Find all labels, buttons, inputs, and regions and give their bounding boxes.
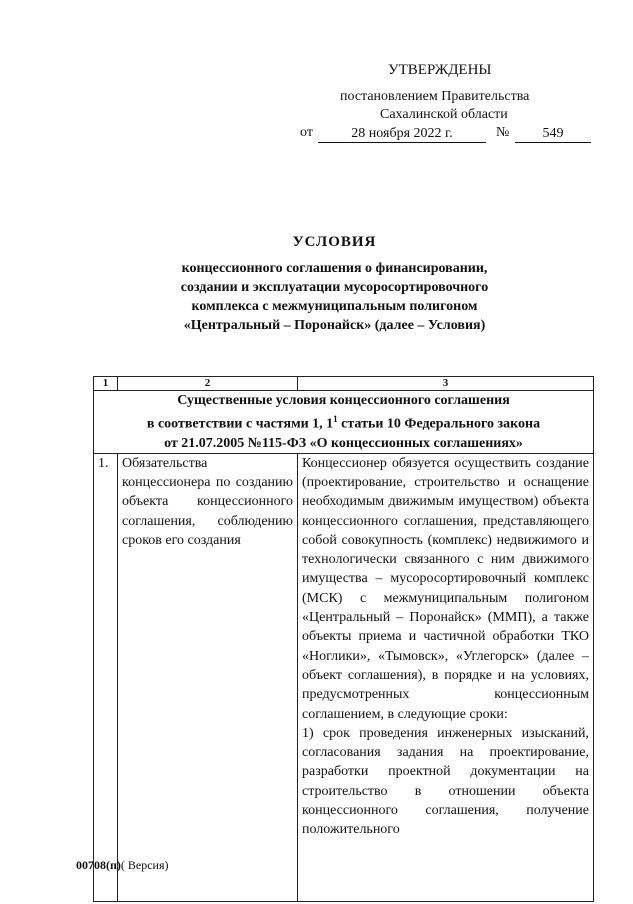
table-row (94, 453, 594, 901)
approval-number: 549 (515, 125, 591, 143)
approval-from-label: от (300, 125, 313, 140)
document-heading (0, 234, 633, 335)
subtitle-line: концессионного соглашения о финансировании, (181, 261, 488, 276)
column-number-row (94, 377, 594, 391)
section-header-line: от 21.07.2005 №115-ФЗ «О концессионных соглашениях» (164, 435, 523, 451)
conditions-table (93, 376, 594, 902)
approval-title: УТВЕРЖДЕНЫ (388, 62, 492, 78)
approval-date: 28 ноября 2022 г. (318, 125, 486, 143)
footer-version: ( Версия) (120, 858, 169, 872)
approval-line-1: постановлением Правительства (340, 89, 530, 104)
row-text-cell (298, 453, 594, 901)
section-header-row (94, 391, 594, 454)
subtitle-line: создании и эксплуатации мусоросортировочного (180, 280, 489, 295)
approval-number-label: № (496, 125, 510, 140)
document-title: УСЛОВИЯ (292, 234, 377, 250)
document-subtitle (36, 259, 633, 335)
section-header (94, 391, 594, 454)
footer-doc-code: 00708(п) (76, 858, 121, 872)
subtitle-line: комплекса с межмуниципальным полигоном (191, 299, 478, 314)
column-number: 1 (94, 377, 118, 391)
section-header-line: Существенные условия концессионного соглашения (177, 393, 510, 408)
subtitle-line: «Центральный – Поронайск» (далее – Условия) (183, 318, 486, 333)
column-number: 3 (298, 377, 594, 391)
row-number: 1. (94, 453, 118, 901)
row-text: Концессионер обязуется осуществить создание (проектирование, строительство и оснащение необходимым движимым имуществом) объекта концессионного соглашения, представляющего собой совокупность (комплекс) недвижимого и технологически связанного с ним движимого имущества – мусоросортировочный комплекс (МСК) с межмуниципальным полигоном «Центральный – Поронайск» (ММП), а также объекты приема и частичной обработки ТКО «Ноглики», «Тымовск», «Углегорск» (далее – объект соглашения), в порядке и на условиях, предусмотренных концессионным соглашением, в следующие сроки: (302, 455, 589, 722)
column-number: 2 (118, 377, 298, 391)
approval-line-2: Сахалинской области (380, 107, 508, 122)
row-item: 1) срок проведения инженерных изысканий, согласования задания на проектирование, разработки проектной документации на строительство в отношении объекта концессионного соглашения, получение положительного (302, 725, 589, 838)
row-title: Обязательства концессионера по созданию объекта концессионного соглашения, соблюдению сроков его создания (118, 453, 298, 901)
footer-code (76, 858, 169, 873)
section-header-line: в соответствии с частями 1, $1^1$ статьи 10 Федерального закона (146, 414, 541, 432)
